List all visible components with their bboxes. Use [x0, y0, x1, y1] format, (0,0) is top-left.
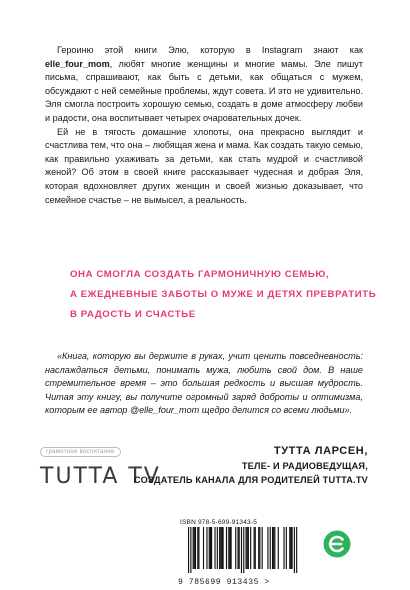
- barcode-bar: [239, 527, 240, 569]
- barcode-bar: [243, 527, 244, 573]
- highlight-quote: [70, 265, 377, 325]
- barcode-bar: [211, 527, 212, 569]
- barcode-bar: [194, 527, 195, 569]
- barcode-bar: [255, 527, 256, 569]
- barcode-bar: [278, 527, 279, 569]
- highlight-line-3: В РАДОСТЬ И СЧАСТЬЕ: [70, 309, 196, 320]
- barcode-bar: [254, 527, 255, 569]
- barcode-bar: [220, 527, 221, 569]
- intro-paragraph-1: [45, 44, 363, 126]
- barcode-bar: [203, 527, 204, 569]
- barcode-bar: [270, 527, 271, 569]
- barcode-bar: [206, 527, 207, 569]
- barcode-bar: [258, 527, 259, 569]
- barcode-bar: [248, 527, 249, 569]
- intro-paragraph-2: Ей не в тягость домашние хлопоты, она прекрасно выглядит и счастлива тем, что она – любящая жена и мама. Как создать такую семью, как правильно ухаживать за детьми, как стать мудрой и счастливой женой? Об этом в своей книге рассказывает чудесная и добрая Эля, которая вдохновляет других женщин и своей жизнью доказывает, что семейное счастье – не вымысел, а реальность.: [45, 126, 363, 205]
- barcode-bar: [209, 527, 210, 569]
- barcode-bar: [190, 527, 191, 573]
- isbn-text: ISBN 978-5-699-91343-5: [180, 519, 258, 526]
- barcode-bar: [235, 527, 236, 569]
- barcode-bar: [210, 527, 211, 569]
- highlight-line-1: ОНА СМОГЛА СОЗДАТЬ ГАРМОНИЧНУЮ СЕМЬЮ,: [70, 269, 330, 280]
- barcode-bar: [237, 527, 238, 569]
- barcode-bar: [219, 527, 220, 569]
- barcode-bar: [229, 527, 230, 569]
- barcode-bar: [221, 527, 222, 569]
- review-author: [134, 443, 368, 487]
- barcode-bar: [267, 527, 268, 569]
- logo-mark: TUTTA TV: [40, 464, 161, 489]
- barcode-bar: [217, 527, 218, 569]
- barcode-bar: [294, 527, 295, 573]
- barcode-bar: [286, 527, 287, 569]
- intro-p1-end: , любят многие женщины и многие мамы. Эле пишут письма, спрашивают, как быть с детьми, как общаться с мужем, обсуждают с ней семейные проблемы, ждут совета. И это не удивительно. Эля смогла построить хорошую семью, создать в доме атмосферу любви и радости, она воспитывает четырех очаровательных дочек.: [45, 58, 363, 123]
- review-text: «Книга, которую вы держите в руках, учит ценить повседневность: наслаждаться детьми, понимать мужа, любить свой дом. В наше стремительное время – это большая редкость и высшая мудрость. Читая эту книгу, вы получите огромный заряд доброты и оптимизма, которым ее автор @elle_four_mom щедро делится со всеми людьми».: [45, 351, 363, 416]
- barcode-bar: [223, 527, 224, 569]
- review-quote: [45, 350, 363, 418]
- intro-handle: elle_four_mom: [45, 58, 110, 69]
- barcode-bar: [246, 527, 247, 569]
- barcode-bar: [198, 527, 199, 569]
- barcode-bar: [296, 527, 297, 573]
- intro-text: [45, 44, 363, 207]
- barcode-bar: [195, 527, 196, 569]
- eksmo-logo-icon: [322, 529, 352, 559]
- barcode-bar: [193, 527, 194, 569]
- barcode-bar: [247, 527, 248, 569]
- barcode-bar: [241, 527, 242, 573]
- barcode-bar: [283, 527, 284, 569]
- barcode-bar: [259, 527, 260, 569]
- barcode-bar: [292, 527, 293, 569]
- barcode-bar: [273, 527, 274, 569]
- author-name: ТУТТА ЛАРСЕН,: [273, 445, 368, 457]
- barcode-digits: 9 785699 913435 >: [178, 578, 270, 587]
- author-role: ТЕЛЕ- И РАДИОВЕДУЩАЯ,: [241, 461, 368, 471]
- barcode-block: [178, 519, 306, 587]
- barcode-bar: [289, 527, 290, 569]
- logo-tagline: грамотное воспитание: [40, 447, 121, 457]
- barcode-bar: [188, 527, 189, 573]
- barcode-bar: [272, 527, 273, 569]
- barcode-bars: [178, 526, 306, 574]
- barcode-bar: [226, 527, 227, 569]
- barcode-bar: [262, 527, 263, 569]
- highlight-line-2: А ЕЖЕДНЕВНЫЕ ЗАБОТЫ О МУЖЕ И ДЕТЯХ ПРЕВРАТИТЬ: [70, 289, 377, 300]
- barcode-bar: [214, 527, 215, 569]
- author-channel: СОЗДАТЕЛЬ КАНАЛА ДЛЯ РОДИТЕЛЕЙ TUTTA.TV: [134, 475, 368, 485]
- barcode-bar: [250, 527, 251, 569]
- barcode: [178, 526, 306, 579]
- barcode-bar: [197, 527, 198, 569]
- barcode-bar: [290, 527, 291, 569]
- barcode-bar: [228, 527, 229, 569]
- barcode-bar: [274, 527, 275, 569]
- intro-p1-start: Героиню этой книги Элю, которую в Instagram знают как: [57, 45, 363, 55]
- barcode-bar: [231, 527, 232, 569]
